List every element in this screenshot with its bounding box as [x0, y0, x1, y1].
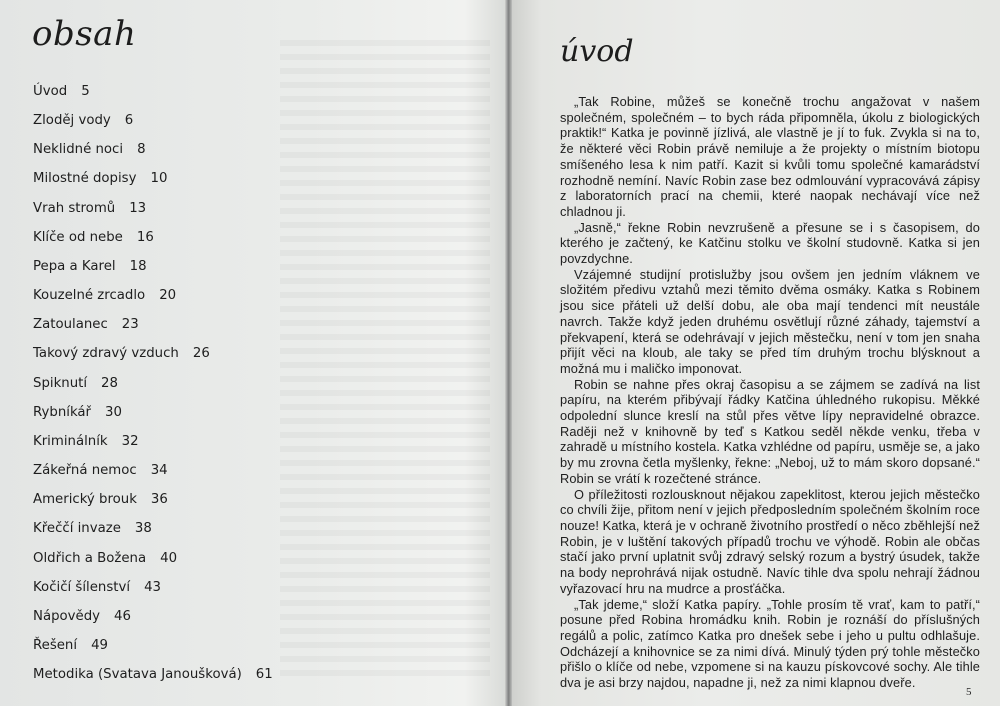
toc-entry-label: Kouzelné zrcadlo — [33, 288, 146, 304]
toc-entry-page: 5 — [81, 84, 90, 99]
toc-entry — [33, 401, 273, 430]
toc-entry-label: Zatoulanec — [33, 317, 108, 333]
toc-entry-label: Takový zdravý vzduch — [33, 346, 179, 362]
toc-entry-page: 43 — [144, 579, 161, 595]
body-paragraph: „Tak Robine, můžeš se konečně trochu angažovat v našem společném, společném – to bych ráda připomněla, úkolu z biologických praktik!“ Katka je povinně jízlivá, ale vlastně je jí to fuk. Zvykla si na to, že některé věci Robin právě nemiluje a že projekty o místním biotopu smíšeného lesa k nim patří. Kazit si kvůli tomu společné kamarádství rozhodně nemíní. Navíc Robin zase bez odmlouvání vypracovává zápisy z laboratorních prací na chemii, které naopak nechávají více než chladnou ji. — [560, 94, 980, 219]
toc-entry-page: 49 — [91, 637, 108, 653]
toc-entry — [33, 255, 273, 284]
toc-entry-label: Spiknutí — [33, 375, 88, 391]
toc-entry-page: 16 — [136, 229, 154, 245]
body-paragraph: „Jasně,“ řekne Robin nevzrušeně a přesune se i s časopisem, do kterého je začtený, ke Katčinu stolku ve školní studovně. Katka si jen povzdychne. — [560, 219, 980, 267]
bleed-through-texture — [280, 40, 490, 680]
toc-entry-label: Rybníkář — [33, 404, 92, 420]
body-paragraph: O příležitosti rozlousknout nějakou zapeklitost, kterou jejich městečko co chvíli žije, přitom není v jejich předposledním společném školním roce nouze! Katka, která je v ochraně životního prostředí o něco zběhlejší než Robin, je v luštění takových případů trochu ve výhodě. Robin ale občas stačí jako první uplatnit svůj zdravý selský rozum a bystrý úsudek, takže na body neprohrává nijak ostudně. Navíc tihle dva spolu nehrají žádnou vyřazovací hru na mudrce a prosťáčka. — [560, 486, 980, 596]
toc-entry-label: Pepa a Karel — [33, 258, 116, 274]
toc-entry — [33, 342, 273, 371]
toc-entry — [33, 284, 273, 313]
toc-entry-page: 61 — [255, 667, 273, 683]
toc-entry — [33, 517, 273, 546]
chapter-title: úvod — [560, 34, 634, 69]
right-page — [512, 0, 1000, 706]
page-number: 5 — [966, 686, 972, 698]
toc-entry — [33, 372, 273, 401]
toc-entry — [33, 547, 273, 576]
chapter-body — [560, 94, 980, 691]
toc-entry-page: 28 — [101, 375, 118, 391]
toc-entry — [33, 313, 273, 342]
toc-entry-label: Metodika (Svatava Janoušková) — [33, 667, 242, 683]
toc-entry-label: Kočičí šílenství — [33, 579, 131, 595]
toc-entry — [33, 197, 273, 226]
body-paragraph: Robin se nahne přes okraj časopisu a se zájmem se zadívá na list papíru, na kterém přibývají řádky Katčina úhledného rukopisu. Měkké odpolední slunce kreslí na stůl přes větve lípy nepravidelné obrazce. Raději než v knihovně by teď s Katkou seděl někde venku, třeba v zahradě u místního kostela. Katka vzhlédne od papíru, usměje se, a jako by mu zrovna četla myšlenky, řekne: „Neboj, už to mám skoro dopsané.“ Robin se vrátí k rozečtené stránce. — [560, 376, 980, 486]
toc-entry-label: Křeččí invaze — [33, 521, 121, 537]
toc-entry — [33, 226, 273, 255]
toc-entry-page: 10 — [150, 171, 168, 187]
toc-entry-page: 34 — [150, 463, 168, 479]
toc-entry-page: 30 — [105, 404, 122, 420]
toc-entry-label: Americký brouk — [33, 492, 137, 508]
toc-entry — [33, 430, 273, 459]
body-paragraph: „Tak jdeme,“ složí Katka papíry. „Tohle prosím tě vrať, kam to patří,“ posune před Robina hromádku knih. Robin je roznáší do příslušných regálů a polic, zatímco Katka pro dnešek sebe i jeho u pultu odhlašuje. Odcházejí a knihovnice se za nimi dívá. Minulý týden prý tohle městečko přišlo o klíče od nebe, vzpomene si na kauzu pískovcové sochy. Ale tihle dva je asi brzy najdou, napadne ji, než za nimi klapnou dveře. — [560, 596, 980, 691]
toc-entry-page: 26 — [192, 346, 210, 362]
toc-entry-page: 18 — [129, 258, 147, 274]
toc-entry — [33, 576, 273, 605]
toc-entry-label: Oldřich a Božena — [33, 550, 147, 566]
toc-entry — [33, 109, 273, 138]
toc-entry-label: Milostné dopisy — [33, 171, 137, 187]
toc-entry-page: 8 — [137, 142, 146, 158]
toc-entry-page: 6 — [124, 113, 134, 129]
toc-entry — [33, 663, 273, 692]
toc-entry — [33, 488, 273, 517]
toc-entry — [33, 138, 273, 167]
toc-entry — [33, 167, 273, 196]
toc-entry-page: 46 — [114, 608, 131, 624]
toc-entry — [33, 80, 273, 109]
toc-entry-label: Úvod — [33, 84, 68, 99]
body-paragraph: Vzájemné studijní protislužby jsou ovšem jen jedním vláknem ve složitém předivu vztahů mezi těmito dvěma osmáky. Katka s Robinem jsou sice přáteli už delší dobu, ale oba mají tendenci mít neustále navrch. Takže když jeden druhému osvětlují různé záhady, tajemství a překvapení, která se odehrávají v jejich městečku, není v tom jen snaha přijít věci na kloub, ale taky se před tím druhým trochu blýsknout a možná mu i maličko imponovat. — [560, 266, 980, 376]
toc-entry-page: 36 — [150, 492, 168, 508]
book-gutter — [505, 0, 512, 706]
toc-entry-label: Kriminálník — [33, 433, 108, 449]
toc-entry-label: Zákeřná nemoc — [33, 463, 137, 479]
toc-entry-label: Vrah stromů — [33, 200, 116, 216]
toc-entry — [33, 634, 273, 663]
toc-entry-label: Neklidné noci — [33, 142, 124, 158]
toc-entry-label: Řešení — [33, 637, 78, 653]
toc-list — [33, 80, 273, 692]
toc-entry-label: Klíče od nebe — [33, 229, 123, 245]
toc-entry-page: 32 — [121, 433, 139, 449]
toc-entry-page: 20 — [159, 288, 177, 304]
toc-entry — [33, 605, 273, 634]
toc-title: obsah — [32, 14, 137, 54]
toc-entry — [33, 459, 273, 488]
toc-entry-page: 23 — [121, 317, 139, 333]
toc-entry-label: Nápovědy — [33, 608, 101, 624]
toc-entry-page: 38 — [134, 521, 152, 537]
toc-entry-page: 40 — [160, 550, 178, 566]
toc-entry-label: Zloděj vody — [33, 113, 111, 129]
toc-entry-page: 13 — [129, 200, 147, 216]
